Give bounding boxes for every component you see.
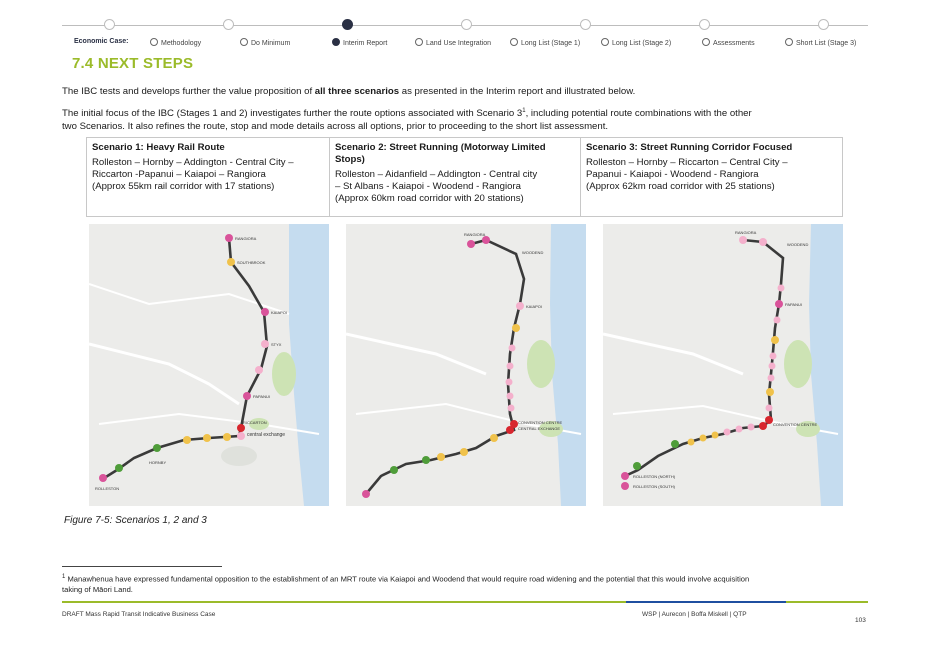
progress-title: Economic Case: — [74, 38, 129, 45]
radio-filled-icon — [332, 38, 340, 46]
svg-text:CENTRAL EXCHANGE: CENTRAL EXCHANGE — [518, 426, 561, 431]
map-scenario-2 — [346, 224, 586, 506]
paragraph-intro: The IBC tests and develops further the value proposition of all three scenarios as presented in the Interim report and illustrated below. — [62, 86, 636, 97]
progress-node-long-list-2[interactable] — [699, 19, 710, 30]
scenario-3-title: Scenario 3: Street Running Corridor Focused — [586, 142, 793, 153]
map-2-image — [346, 224, 586, 506]
svg-text:SOUTHBROOK: SOUTHBROOK — [237, 260, 266, 265]
radio-icon — [240, 38, 248, 46]
svg-text:WOODEND: WOODEND — [787, 242, 809, 247]
scenario-table — [86, 137, 843, 217]
step-long-list-2[interactable]: Long List (Stage 2) — [601, 38, 671, 47]
radio-icon — [150, 38, 158, 46]
map-scenario-3 — [603, 224, 843, 506]
page-number: 103 — [855, 617, 866, 624]
map-3-image — [603, 224, 843, 506]
step-do-minimum[interactable]: Do Minimum — [240, 38, 290, 47]
step-interim-report[interactable]: Interim Report — [332, 38, 387, 47]
svg-text:STYX: STYX — [271, 342, 282, 347]
footnote: $^1$ Manawhenua have expressed fundamental opposition to the establishment of an MRT route via Kaiapoi and Woodend that would require road widening and the potential that this would involve acquisition taking of Māori Land. — [62, 574, 750, 594]
svg-text:CONVENTION CENTRE: CONVENTION CENTRE — [773, 422, 818, 427]
svg-text:CONVENTION CENTRE: CONVENTION CENTRE — [518, 420, 563, 425]
progress-node-assessments[interactable] — [818, 19, 829, 30]
svg-text:ROLLESTON: ROLLESTON — [95, 486, 120, 491]
scenario-3-cell: Scenario 3: Street Running Corridor Focused Rolleston – Hornby – Riccarton – Central City – Papanui - Kaiapoi - Woodend - Rangiora (Approx 62km road corridor with 25 stations) — [581, 138, 843, 217]
svg-text:RANGIORA: RANGIORA — [735, 230, 757, 235]
svg-text:ROLLESTON (SOUTH): ROLLESTON (SOUTH) — [633, 484, 675, 489]
footnote-rule — [62, 566, 222, 567]
scenario-2-title: Scenario 2: Street Running (Motorway Limited Stops) — [335, 142, 546, 165]
svg-text:PAPANUI: PAPANUI — [785, 302, 802, 307]
scenario-1-title: Scenario 1: Heavy Rail Route — [92, 142, 225, 153]
radio-icon — [702, 38, 710, 46]
step-short-list[interactable]: Short List (Stage 3) — [785, 38, 856, 47]
step-methodology[interactable]: Methodology — [150, 38, 201, 47]
progress-node-land-use[interactable] — [461, 19, 472, 30]
step-long-list-1[interactable]: Long List (Stage 1) — [510, 38, 580, 47]
footer-rule-green-end — [786, 601, 868, 603]
paragraph-focus: The initial focus of the IBC (Stages 1 and 2) investigates further the route options associated with Scenario $3^1$, including potential route combinations with the other two Scenarios. It also refines the route, stop and mode details across all options, prior to proceeding to the short list assessment. — [62, 108, 752, 132]
step-assessments[interactable]: Assessments — [702, 38, 755, 47]
svg-text:RICCARTON: RICCARTON — [243, 420, 267, 425]
figure-caption: Figure 7-5: Scenarios 1, 2 and 3 — [64, 515, 207, 526]
scenario-2-cell: Scenario 2: Street Running (Motorway Limited Stops) Rolleston – Aidanfield – Addington - Central city – St Albans - Kaiapoi - Woodend - Rangiora (Approx 60km road corridor with 20 stations) — [330, 138, 581, 217]
footer-authors: WSP | Aurecon | Boffa Miskell | QTP — [642, 611, 747, 618]
svg-text:ROLLESTON (NORTH): ROLLESTON (NORTH) — [633, 474, 676, 479]
map-1-image — [89, 224, 329, 506]
progress-node-interim-report[interactable] — [342, 19, 353, 30]
section-heading: 7.4 NEXT STEPS — [72, 55, 194, 72]
radio-icon — [785, 38, 793, 46]
step-land-use[interactable]: Land Use Integration — [415, 38, 491, 47]
map-scenario-1 — [89, 224, 329, 506]
radio-icon — [601, 38, 609, 46]
svg-text:PAPANUI: PAPANUI — [253, 394, 270, 399]
progress-node-do-minimum[interactable] — [223, 19, 234, 30]
svg-text:RANGIORA: RANGIORA — [464, 232, 486, 237]
radio-icon — [415, 38, 423, 46]
svg-text:WOODEND: WOODEND — [522, 250, 544, 255]
svg-text:KAIAPOI: KAIAPOI — [526, 304, 543, 309]
scenario-1-cell: Scenario 1: Heavy Rail Route Rolleston – Hornby – Addington - Central City – Riccarton -Papanui – Kaiapoi – Rangiora (Approx 55km rail corridor with 17 stations) — [87, 138, 330, 217]
footer-rule-blue — [626, 601, 786, 603]
footer-rule-green — [62, 601, 626, 603]
radio-icon — [510, 38, 518, 46]
svg-text:HORNBY: HORNBY — [149, 460, 167, 465]
progress-node-long-list-1[interactable] — [580, 19, 591, 30]
progress-node-methodology[interactable] — [104, 19, 115, 30]
svg-text:KAIAPOI: KAIAPOI — [271, 310, 288, 315]
footer-document-title: DRAFT Mass Rapid Transit Indicative Business Case — [62, 611, 216, 618]
svg-text:RANGIORA: RANGIORA — [235, 236, 257, 241]
svg-text:central exchange: central exchange — [247, 432, 286, 438]
